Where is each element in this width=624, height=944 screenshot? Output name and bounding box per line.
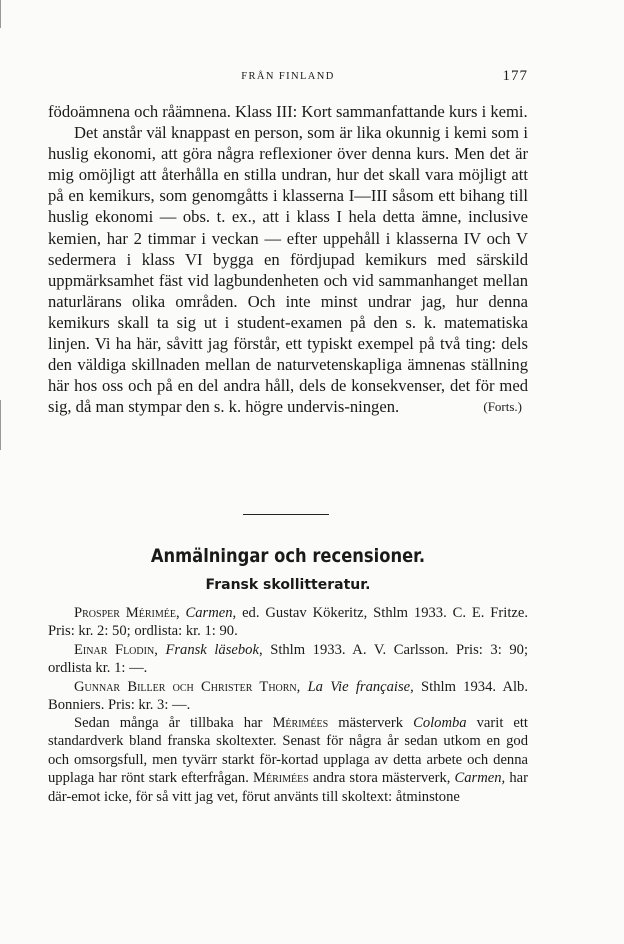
review-text: varit ett standardverk bland franska skoltexter. Senast för några år sedan utkom en god och omsorgsfull, men tyvärr starkt för-kortad upplaga av detta arbete och denna upplaga har rönt stark efterfrågan. xyxy=(48,715,528,787)
paragraph xyxy=(48,714,528,806)
paragraph-text: Det anstår väl knappast en person, som är lika okunnig i kemi som i huslig ekonomi, att göra några reflexioner över denna kurs. Men det är mig omöjligt att återhålla en stilla undran, hur det skall vara möjligt att på en kemikurs, som genomgåtts i klasserna I—III såsom ett bihang till huslig ekonomi — obs. t. ex., att i klass I hela detta ämne, inclusive kemien, har 2 timmar i veckan — efter uppehåll i klasserna IV och V sedermera i klass VI bygga en fördjupad kemikurs med särskild uppmärksamhet fäst vid lagbundenheten och vid sammanhanget mellan naturlärans olika områden. Och inte minst undrar jag, hur denna kemikurs skall ta sig ut i student-examen på den s. k. matematiska linjen. Vi ha här, såvitt jag förstår, ett typiskt exempel på två ting: dels den väldiga skillnaden mellan de naturvetenskapliga ämnenas ställning här hos oss och på en del andra håll, dels de konsekvenser, det för med sig, då man stympar den s. k. högre undervis-ningen. xyxy=(48,123,528,417)
reference-work: Fransk läsebok xyxy=(165,641,259,658)
running-title: FRÅN FINLAND xyxy=(241,71,335,82)
reference-author: Gunnar Biller och Christer Thorn xyxy=(74,678,297,695)
reference-author: Einar Flodin xyxy=(74,641,155,658)
author-name: Mérimées xyxy=(253,770,309,787)
reference-work: La Vie française xyxy=(307,678,411,695)
reference-entry xyxy=(48,604,528,641)
scan-edge-line xyxy=(0,400,1,450)
reference-separator: , xyxy=(154,641,166,658)
section-title: Anmälningar och recensioner. xyxy=(150,545,426,567)
reference-details: , Sthlm 1934. Alb. Bonniers. Pris: kr. 3: —. xyxy=(48,678,528,714)
review-text: har där-emot icke, för så vitt jag vet, förut använts till skoltext: åtminstone xyxy=(48,770,528,805)
reference-work: Carmen xyxy=(185,605,233,621)
author-name: Mérimées xyxy=(272,715,329,731)
work-title: Colomba xyxy=(413,715,467,731)
scan-edge-line xyxy=(0,0,1,28)
reference-separator: , xyxy=(175,605,186,621)
reference-separator: , xyxy=(296,678,308,695)
page-header xyxy=(48,70,528,84)
reference-entry xyxy=(48,641,528,678)
review-text: mästerverk xyxy=(328,715,414,731)
section-divider xyxy=(243,514,329,515)
paragraph: födoämnena och råämnena. Klass III: Kort sammanfattande kurs i kemi. xyxy=(48,102,528,121)
page-number: 177 xyxy=(502,68,528,84)
subsection-title: Fransk skollitteratur. xyxy=(205,577,371,593)
reference-details: , Sthlm 1933. A. V. Carlsson. Pris: 3: 90; ordlista kr. 1: —. xyxy=(48,641,529,677)
article-body xyxy=(48,101,528,417)
reference-entry xyxy=(48,678,528,715)
reference-author: Prosper Mérimée xyxy=(74,605,176,621)
paragraph xyxy=(48,122,528,417)
work-title: Carmen, xyxy=(454,770,506,787)
continued-note: (Forts.) xyxy=(483,399,522,415)
review-body xyxy=(48,714,528,806)
reference-list xyxy=(48,604,528,714)
review-text: andra stora mästerverk, xyxy=(308,770,455,787)
review-text: Sedan många år tillbaka har xyxy=(74,715,273,731)
reference-details: , ed. Gustav Kökeritz, Sthlm 1933. C. E. Fritze. Pris: kr. 2: 50; ordlista: kr. 1: 90. xyxy=(48,605,528,640)
